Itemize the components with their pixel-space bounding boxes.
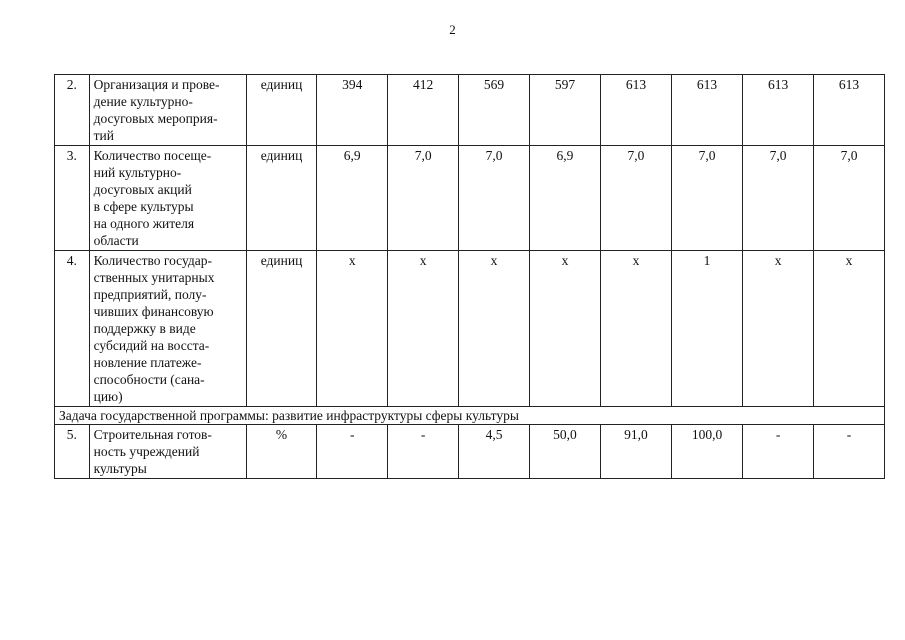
unit-cell: единиц	[246, 146, 316, 251]
value-cell: 613	[600, 75, 671, 146]
value-cell: х	[743, 251, 814, 407]
value-cell: 7,0	[459, 146, 530, 251]
value-cell: х	[529, 251, 600, 407]
value-cell: 7,0	[671, 146, 742, 251]
value-cell: х	[600, 251, 671, 407]
indicator-name: Организация и прове- дение культурно- досуговых мероприя- тий	[89, 75, 246, 146]
value-cell: 91,0	[600, 425, 671, 479]
table-row	[55, 425, 885, 479]
row-number: 4.	[55, 251, 90, 407]
row-number: 5.	[55, 425, 90, 479]
value-cell: 1	[671, 251, 742, 407]
value-cell: 597	[529, 75, 600, 146]
table-row	[55, 146, 885, 251]
unit-cell: %	[246, 425, 316, 479]
value-cell: 7,0	[743, 146, 814, 251]
value-cell: -	[814, 425, 885, 479]
indicators-table	[54, 74, 885, 479]
unit-cell: единиц	[246, 251, 316, 407]
value-cell: 7,0	[388, 146, 459, 251]
unit-cell: единиц	[246, 75, 316, 146]
table-row	[55, 251, 885, 407]
value-cell: 100,0	[671, 425, 742, 479]
value-cell: х	[317, 251, 388, 407]
row-number: 2.	[55, 75, 90, 146]
value-cell: 613	[671, 75, 742, 146]
value-cell: 394	[317, 75, 388, 146]
indicator-name: Количество государ- ственных унитарных предприятий, полу- чивших финансовую поддержку в виде субсидий на восста- новление платеже- способности (сана- цию)	[89, 251, 246, 407]
row-number: 3.	[55, 146, 90, 251]
value-cell: 4,5	[459, 425, 530, 479]
value-cell: -	[743, 425, 814, 479]
value-cell: 613	[743, 75, 814, 146]
value-cell: 412	[388, 75, 459, 146]
value-cell: х	[459, 251, 530, 407]
section-title: Задача государственной программы: развитие инфраструктуры сферы культуры	[55, 407, 885, 425]
value-cell: 569	[459, 75, 530, 146]
value-cell: 6,9	[529, 146, 600, 251]
value-cell: х	[814, 251, 885, 407]
section-row	[55, 407, 885, 425]
page-number: 2	[449, 22, 456, 37]
value-cell: -	[388, 425, 459, 479]
value-cell: -	[317, 425, 388, 479]
value-cell: 50,0	[529, 425, 600, 479]
value-cell: х	[388, 251, 459, 407]
value-cell: 613	[814, 75, 885, 146]
table-row	[55, 75, 885, 146]
indicator-name: Строительная готов- ность учреждений культуры	[89, 425, 246, 479]
value-cell: 6,9	[317, 146, 388, 251]
value-cell: 7,0	[600, 146, 671, 251]
value-cell: 7,0	[814, 146, 885, 251]
indicator-name: Количество посеще- ний культурно- досуговых акций в сфере культуры на одного жителя области	[89, 146, 246, 251]
